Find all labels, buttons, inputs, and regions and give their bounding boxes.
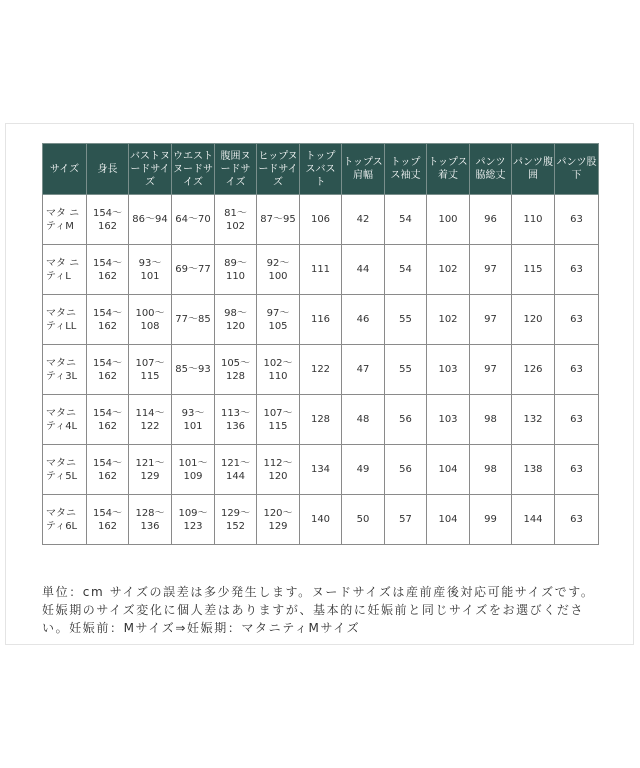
table-cell: 55 [385, 295, 427, 345]
table-cell: 63 [555, 495, 599, 545]
table-cell: 63 [555, 345, 599, 395]
size-name-cell: マタ ニティM [43, 195, 87, 245]
table-cell: 103 [427, 345, 470, 395]
table-cell: 144 [512, 495, 555, 545]
table-cell: 86〜94 [129, 195, 172, 245]
column-header: 身長 [87, 144, 129, 195]
table-cell: 47 [342, 345, 385, 395]
table-cell: 98〜120 [215, 295, 257, 345]
table-header-row [43, 144, 599, 195]
table-cell: 69〜77 [172, 245, 215, 295]
size-name-cell: マタニティ3L [43, 345, 87, 395]
table-cell: 102〜110 [257, 345, 300, 395]
table-cell: 105〜128 [215, 345, 257, 395]
table-cell: 100〜108 [129, 295, 172, 345]
table-cell: 97 [470, 345, 512, 395]
table-cell: 55 [385, 345, 427, 395]
table-cell: 63 [555, 395, 599, 445]
table-cell: 122 [300, 345, 342, 395]
table-cell: 154〜162 [87, 245, 129, 295]
table-row [43, 195, 599, 245]
column-header: パンツ脇総丈 [470, 144, 512, 195]
column-header: ヒップヌードサイズ [257, 144, 300, 195]
table-cell: 121〜129 [129, 445, 172, 495]
table-cell: 93〜101 [129, 245, 172, 295]
table-cell: 128〜136 [129, 495, 172, 545]
table-cell: 102 [427, 245, 470, 295]
table-cell: 93〜101 [172, 395, 215, 445]
table-cell: 63 [555, 195, 599, 245]
table-cell: 134 [300, 445, 342, 495]
table-cell: 129〜152 [215, 495, 257, 545]
table-row [43, 495, 599, 545]
table-cell: 154〜162 [87, 195, 129, 245]
table-cell: 107〜115 [257, 395, 300, 445]
table-cell: 128 [300, 395, 342, 445]
table-cell: 104 [427, 495, 470, 545]
table-cell: 85〜93 [172, 345, 215, 395]
table-cell: 54 [385, 195, 427, 245]
table-cell: 63 [555, 245, 599, 295]
column-header: トップス肩幅 [342, 144, 385, 195]
table-cell: 97 [470, 295, 512, 345]
table-cell: 110 [512, 195, 555, 245]
table-cell: 154〜162 [87, 495, 129, 545]
table-cell: 56 [385, 445, 427, 495]
note-text: 単位：cm サイズの誤差は多少発生します。ヌードサイズは産前産後対応可能サイズです。 妊娠期のサイズ変化に個人差はありますが、基本的に妊娠前と同じサイズをお選びください。妊娠前：Mサイズ⇒妊娠期：マタニティMサイズ [42, 585, 595, 635]
column-header: サイズ [43, 144, 87, 195]
table-cell: 102 [427, 295, 470, 345]
table-cell: 46 [342, 295, 385, 345]
column-header: トップス着丈 [427, 144, 470, 195]
column-header: 腹囲ヌードサイズ [215, 144, 257, 195]
table-cell: 109〜123 [172, 495, 215, 545]
table-cell: 126 [512, 345, 555, 395]
size-name-cell: マタニティ4L [43, 395, 87, 445]
table-cell: 104 [427, 445, 470, 495]
table-cell: 96 [470, 195, 512, 245]
size-note [42, 583, 602, 637]
table-cell: 138 [512, 445, 555, 495]
table-cell: 103 [427, 395, 470, 445]
table-cell: 98 [470, 445, 512, 495]
table-cell: 98 [470, 395, 512, 445]
size-name-cell: マタ ニティL [43, 245, 87, 295]
table-cell: 57 [385, 495, 427, 545]
table-cell: 106 [300, 195, 342, 245]
size-name-cell: マタニティ6L [43, 495, 87, 545]
table-cell: 48 [342, 395, 385, 445]
table-row [43, 295, 599, 345]
column-header: トップス袖丈 [385, 144, 427, 195]
column-header: パンツ腹囲 [512, 144, 555, 195]
table-cell: 63 [555, 445, 599, 495]
table-cell: 115 [512, 245, 555, 295]
table-cell: 81〜102 [215, 195, 257, 245]
table-cell: 121〜144 [215, 445, 257, 495]
table-cell: 64〜70 [172, 195, 215, 245]
size-table [42, 143, 599, 545]
size-name-cell: マタニティLL [43, 295, 87, 345]
table-row [43, 245, 599, 295]
column-header: パンツ股下 [555, 144, 599, 195]
table-cell: 120〜129 [257, 495, 300, 545]
table-cell: 56 [385, 395, 427, 445]
table-cell: 140 [300, 495, 342, 545]
table-cell: 154〜162 [87, 345, 129, 395]
table-row [43, 345, 599, 395]
column-header: ウエストヌードサイズ [172, 144, 215, 195]
table-cell: 132 [512, 395, 555, 445]
table-cell: 107〜115 [129, 345, 172, 395]
table-row [43, 395, 599, 445]
table-cell: 154〜162 [87, 295, 129, 345]
table-cell: 97 [470, 245, 512, 295]
table-cell: 111 [300, 245, 342, 295]
table-cell: 97〜105 [257, 295, 300, 345]
table-row [43, 445, 599, 495]
table-cell: 44 [342, 245, 385, 295]
table-cell: 154〜162 [87, 445, 129, 495]
table-cell: 54 [385, 245, 427, 295]
table-cell: 63 [555, 295, 599, 345]
table-cell: 99 [470, 495, 512, 545]
table-cell: 120 [512, 295, 555, 345]
column-header: トップスバスト [300, 144, 342, 195]
table-cell: 101〜109 [172, 445, 215, 495]
table-cell: 113〜136 [215, 395, 257, 445]
table-cell: 89〜110 [215, 245, 257, 295]
column-header: バストヌードサイズ [129, 144, 172, 195]
table-cell: 92〜100 [257, 245, 300, 295]
table-cell: 50 [342, 495, 385, 545]
table-cell: 77〜85 [172, 295, 215, 345]
table-cell: 154〜162 [87, 395, 129, 445]
table-cell: 42 [342, 195, 385, 245]
table-cell: 116 [300, 295, 342, 345]
table-cell: 87〜95 [257, 195, 300, 245]
table-cell: 112〜120 [257, 445, 300, 495]
table-cell: 49 [342, 445, 385, 495]
size-name-cell: マタニティ5L [43, 445, 87, 495]
table-cell: 100 [427, 195, 470, 245]
table-body [43, 195, 599, 545]
table-cell: 114〜122 [129, 395, 172, 445]
